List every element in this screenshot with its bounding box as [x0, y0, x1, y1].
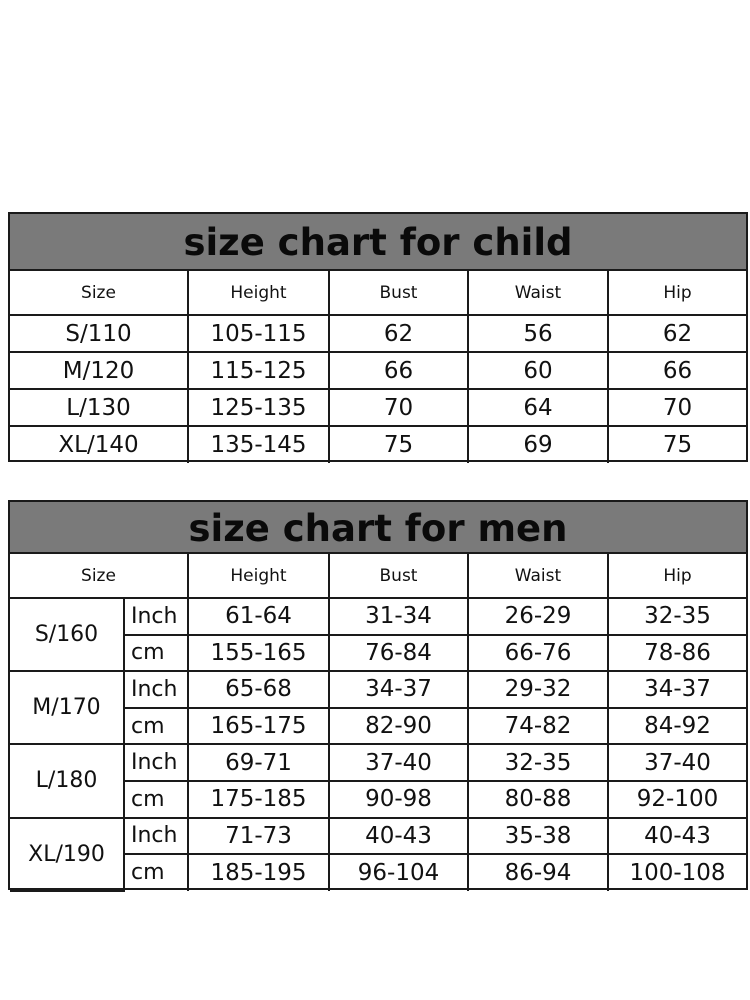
- men-size-chart: [8, 500, 748, 890]
- cell-hip: 70: [608, 389, 746, 426]
- header-waist: Waist: [468, 554, 608, 598]
- cell-height: 71-73: [188, 818, 329, 855]
- cell-bust: 82-90: [329, 708, 468, 745]
- cell-height: 65-68: [188, 671, 329, 708]
- cell-bust: 70: [329, 389, 468, 426]
- cell-bust: 75: [329, 426, 468, 463]
- cell-size: M/120: [10, 352, 188, 389]
- cell-hip: 62: [608, 315, 746, 352]
- header-bust: Bust: [329, 271, 468, 315]
- table-row: [10, 315, 746, 352]
- table-row: [10, 818, 746, 855]
- cell-unit: cm: [124, 635, 188, 672]
- men-header-row: [10, 554, 746, 598]
- cell-hip: 75: [608, 426, 746, 463]
- cell-bust: 96-104: [329, 854, 468, 891]
- header-height: Height: [188, 271, 329, 315]
- child-header-row: [10, 271, 746, 315]
- table-row: [10, 671, 746, 708]
- cell-waist: 86-94: [468, 854, 608, 891]
- cell-waist: 29-32: [468, 671, 608, 708]
- cell-bust: 37-40: [329, 744, 468, 781]
- cell-size: L/130: [10, 389, 188, 426]
- men-size-table: [10, 554, 746, 892]
- cell-height: 61-64: [188, 598, 329, 635]
- cell-hip: 100-108: [608, 854, 746, 891]
- child-size-chart: [8, 212, 748, 462]
- cell-waist: 60: [468, 352, 608, 389]
- cell-bust: 66: [329, 352, 468, 389]
- cell-size: XL/190: [10, 818, 124, 891]
- cell-size: XL/140: [10, 426, 188, 463]
- table-row: [10, 598, 746, 635]
- cell-height: 115-125: [188, 352, 329, 389]
- cell-hip: 32-35: [608, 598, 746, 635]
- table-row: [10, 389, 746, 426]
- cell-height: 165-175: [188, 708, 329, 745]
- cell-unit: Inch: [124, 818, 188, 855]
- cell-waist: 64: [468, 389, 608, 426]
- cell-waist: 26-29: [468, 598, 608, 635]
- cell-size: M/170: [10, 671, 124, 744]
- cell-unit: cm: [124, 708, 188, 745]
- table-row: [10, 426, 746, 463]
- cell-height: 155-165: [188, 635, 329, 672]
- cell-bust: 90-98: [329, 781, 468, 818]
- cell-height: 175-185: [188, 781, 329, 818]
- header-size: Size: [10, 554, 188, 598]
- cell-bust: 62: [329, 315, 468, 352]
- child-size-table: [10, 271, 746, 463]
- cell-waist: 69: [468, 426, 608, 463]
- cell-waist: 35-38: [468, 818, 608, 855]
- cell-size: L/180: [10, 744, 124, 817]
- header-hip: Hip: [608, 271, 746, 315]
- men-chart-title: size chart for men: [10, 502, 746, 554]
- cell-hip: 34-37: [608, 671, 746, 708]
- cell-waist: 32-35: [468, 744, 608, 781]
- table-row: [10, 744, 746, 781]
- table-row: [10, 352, 746, 389]
- child-chart-title: size chart for child: [10, 214, 746, 271]
- cell-unit: Inch: [124, 744, 188, 781]
- cell-hip: 78-86: [608, 635, 746, 672]
- header-bust: Bust: [329, 554, 468, 598]
- cell-waist: 56: [468, 315, 608, 352]
- cell-unit: Inch: [124, 598, 188, 635]
- cell-bust: 31-34: [329, 598, 468, 635]
- cell-size: S/160: [10, 598, 124, 671]
- cell-unit: cm: [124, 781, 188, 818]
- cell-hip: 40-43: [608, 818, 746, 855]
- cell-hip: 92-100: [608, 781, 746, 818]
- cell-hip: 37-40: [608, 744, 746, 781]
- header-size: Size: [10, 271, 188, 315]
- header-height: Height: [188, 554, 329, 598]
- cell-waist: 66-76: [468, 635, 608, 672]
- cell-size: S/110: [10, 315, 188, 352]
- cell-bust: 40-43: [329, 818, 468, 855]
- cell-bust: 34-37: [329, 671, 468, 708]
- cell-waist: 80-88: [468, 781, 608, 818]
- header-waist: Waist: [468, 271, 608, 315]
- cell-height: 185-195: [188, 854, 329, 891]
- cell-waist: 74-82: [468, 708, 608, 745]
- header-hip: Hip: [608, 554, 746, 598]
- cell-bust: 76-84: [329, 635, 468, 672]
- cell-unit: Inch: [124, 671, 188, 708]
- cell-height: 69-71: [188, 744, 329, 781]
- cell-height: 135-145: [188, 426, 329, 463]
- cell-unit: cm: [124, 854, 188, 891]
- cell-height: 125-135: [188, 389, 329, 426]
- cell-height: 105-115: [188, 315, 329, 352]
- cell-hip: 66: [608, 352, 746, 389]
- cell-hip: 84-92: [608, 708, 746, 745]
